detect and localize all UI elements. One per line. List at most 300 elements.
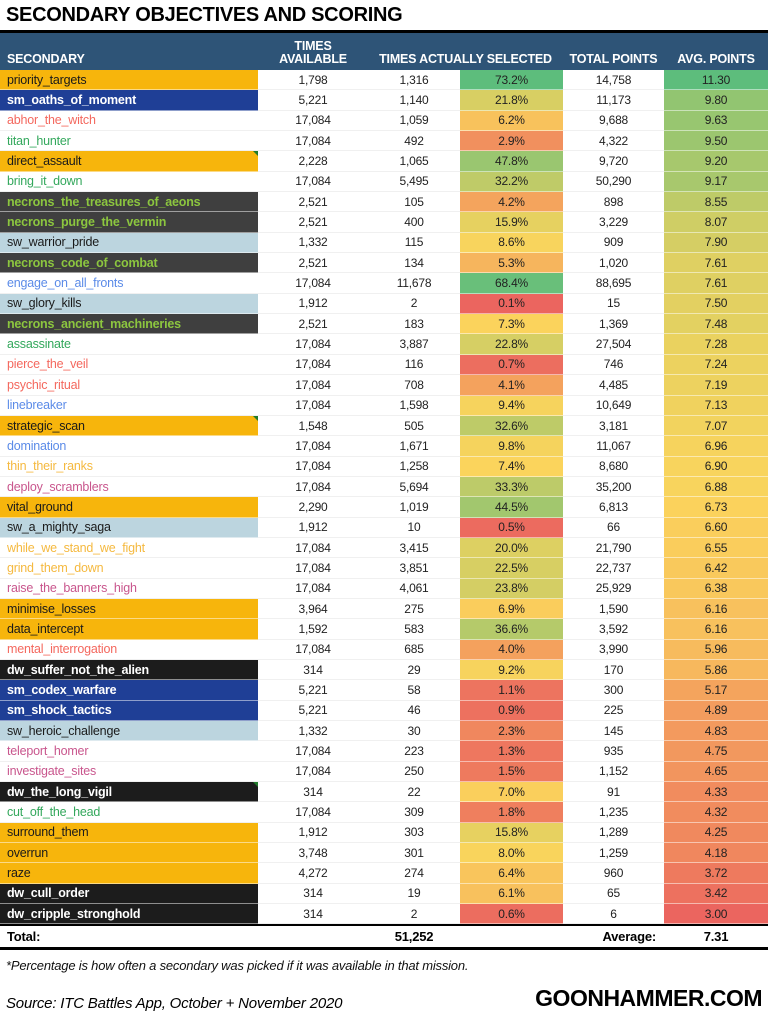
- total-points-cell: 1,369: [563, 314, 664, 334]
- table-row: [0, 477, 768, 497]
- times-available-cell: 17,084: [258, 111, 368, 131]
- pct-selected-cell: 1.5%: [460, 762, 563, 782]
- times-selected-cell: 2: [368, 904, 460, 924]
- avg-points-cell: 9.50: [664, 131, 768, 151]
- table-row: [0, 802, 768, 822]
- times-available-cell: 3,964: [258, 599, 368, 619]
- total-points-cell: 22,737: [563, 558, 664, 578]
- table-row: [0, 843, 768, 863]
- avg-points-cell: 6.73: [664, 497, 768, 517]
- pct-selected-cell: 15.9%: [460, 212, 563, 232]
- pct-selected-cell: 21.8%: [460, 90, 563, 110]
- times-selected-cell: 400: [368, 212, 460, 232]
- total-points-cell: 1,259: [563, 843, 664, 863]
- avg-points-cell: 8.55: [664, 192, 768, 212]
- secondary-name-cell: mental_interrogation: [0, 640, 258, 660]
- pct-selected-cell: 8.6%: [460, 233, 563, 253]
- times-available-cell: 17,084: [258, 762, 368, 782]
- times-available-cell: 3,748: [258, 843, 368, 863]
- pct-selected-cell: 0.1%: [460, 294, 563, 314]
- avg-points-cell: 4.75: [664, 741, 768, 761]
- secondary-name-cell: grind_them_down: [0, 558, 258, 578]
- secondary-name-cell: surround_them: [0, 823, 258, 843]
- footer: [6, 985, 762, 1012]
- total-points-cell: 50,290: [563, 172, 664, 192]
- times-selected-cell: 19: [368, 884, 460, 904]
- secondary-name-cell: teleport_homer: [0, 741, 258, 761]
- col-header-times-selected: TIMES ACTUALLY SELECTED: [379, 52, 552, 66]
- pct-selected-cell: 4.2%: [460, 192, 563, 212]
- pct-selected-cell: 0.6%: [460, 904, 563, 924]
- col-header-avg-points: AVG. POINTS: [677, 52, 755, 66]
- table-row: [0, 599, 768, 619]
- total-points-cell: 909: [563, 233, 664, 253]
- secondary-name-cell: while_we_stand_we_fight: [0, 538, 258, 558]
- avg-points-cell: 6.55: [664, 538, 768, 558]
- total-points-cell: 1,152: [563, 762, 664, 782]
- times-available-cell: 17,084: [258, 579, 368, 599]
- avg-points-cell: 9.63: [664, 111, 768, 131]
- table-row: [0, 253, 768, 273]
- pct-selected-cell: 33.3%: [460, 477, 563, 497]
- avg-points-cell: 4.83: [664, 721, 768, 741]
- table-row: [0, 680, 768, 700]
- secondaries-table: [0, 33, 768, 950]
- pct-selected-cell: 6.4%: [460, 863, 563, 883]
- total-points-cell: 3,990: [563, 640, 664, 660]
- avg-points-cell: 7.24: [664, 355, 768, 375]
- times-available-cell: 314: [258, 884, 368, 904]
- times-selected-cell: 3,851: [368, 558, 460, 578]
- totals-available-empty: [258, 926, 368, 947]
- table-header-row: [0, 33, 768, 70]
- times-available-cell: 4,272: [258, 863, 368, 883]
- avg-points-cell: 4.33: [664, 782, 768, 802]
- avg-points-cell: 7.90: [664, 233, 768, 253]
- times-available-cell: 17,084: [258, 375, 368, 395]
- secondary-name-cell: dw_the_long_vigil: [0, 782, 258, 802]
- avg-points-cell: 6.16: [664, 599, 768, 619]
- secondary-name-cell: necrons_the_treasures_of_aeons: [0, 192, 258, 212]
- times-available-cell: 1,912: [258, 518, 368, 538]
- table-row: [0, 233, 768, 253]
- total-points-cell: 960: [563, 863, 664, 883]
- total-points-cell: 88,695: [563, 273, 664, 293]
- table-row: [0, 518, 768, 538]
- times-available-cell: 1,912: [258, 823, 368, 843]
- secondary-name-cell: thin_their_ranks: [0, 457, 258, 477]
- table-row: [0, 863, 768, 883]
- avg-points-cell: 7.13: [664, 396, 768, 416]
- times-selected-cell: 583: [368, 619, 460, 639]
- times-selected-cell: 5,694: [368, 477, 460, 497]
- times-selected-cell: 274: [368, 863, 460, 883]
- pct-selected-cell: 0.7%: [460, 355, 563, 375]
- secondary-name-cell: bring_it_down: [0, 172, 258, 192]
- table-row: [0, 111, 768, 131]
- table-row: [0, 131, 768, 151]
- table-row: [0, 294, 768, 314]
- table-row: [0, 762, 768, 782]
- total-points-cell: 1,020: [563, 253, 664, 273]
- times-selected-cell: 1,316: [368, 70, 460, 90]
- total-points-cell: 11,173: [563, 90, 664, 110]
- table-row: [0, 579, 768, 599]
- times-selected-cell: 1,065: [368, 151, 460, 171]
- total-points-cell: 170: [563, 660, 664, 680]
- total-points-cell: 15: [563, 294, 664, 314]
- times-selected-cell: 105: [368, 192, 460, 212]
- pct-selected-cell: 22.8%: [460, 334, 563, 354]
- times-available-cell: 2,521: [258, 314, 368, 334]
- avg-points-cell: 7.50: [664, 294, 768, 314]
- percentage-footnote: *Percentage is how often a secondary was picked if it was available in that mission.: [6, 958, 469, 974]
- total-points-cell: 25,929: [563, 579, 664, 599]
- totals-average-label: Average:: [602, 929, 656, 945]
- times-available-cell: 1,592: [258, 619, 368, 639]
- table-row: [0, 701, 768, 721]
- times-selected-cell: 11,678: [368, 273, 460, 293]
- pct-selected-cell: 47.8%: [460, 151, 563, 171]
- pct-selected-cell: 32.6%: [460, 416, 563, 436]
- table-row: [0, 212, 768, 232]
- secondary-name-cell: necrons_ancient_machineries: [0, 314, 258, 334]
- pct-selected-cell: 1.3%: [460, 741, 563, 761]
- comment-marker-icon: [253, 782, 258, 787]
- times-available-cell: 1,912: [258, 294, 368, 314]
- avg-points-cell: 4.25: [664, 823, 768, 843]
- secondary-name-cell: overrun: [0, 843, 258, 863]
- table-row: [0, 741, 768, 761]
- times-selected-cell: 3,887: [368, 334, 460, 354]
- table-row: [0, 355, 768, 375]
- secondary-name-cell: minimise_losses: [0, 599, 258, 619]
- times-available-cell: 1,548: [258, 416, 368, 436]
- totals-selected-value: 51,252: [394, 929, 434, 945]
- pct-selected-cell: 22.5%: [460, 558, 563, 578]
- table-row: [0, 457, 768, 477]
- table-row: [0, 192, 768, 212]
- avg-points-cell: 7.07: [664, 416, 768, 436]
- avg-points-cell: 4.65: [664, 762, 768, 782]
- times-available-cell: 17,084: [258, 172, 368, 192]
- secondary-name-cell: data_intercept: [0, 619, 258, 639]
- times-selected-cell: 1,671: [368, 436, 460, 456]
- pct-selected-cell: 9.2%: [460, 660, 563, 680]
- total-points-cell: 35,200: [563, 477, 664, 497]
- pct-selected-cell: 0.9%: [460, 701, 563, 721]
- times-available-cell: 17,084: [258, 558, 368, 578]
- times-selected-cell: 1,258: [368, 457, 460, 477]
- col-header-times-available-line2: AVAILABLE: [279, 52, 347, 66]
- avg-points-cell: 6.38: [664, 579, 768, 599]
- total-points-cell: 6: [563, 904, 664, 924]
- avg-points-cell: 7.61: [664, 273, 768, 293]
- secondary-name-cell: dw_cull_order: [0, 884, 258, 904]
- table-row: [0, 396, 768, 416]
- total-points-cell: 1,590: [563, 599, 664, 619]
- avg-points-cell: 3.72: [664, 863, 768, 883]
- pct-selected-cell: 15.8%: [460, 823, 563, 843]
- col-header-times-available: [258, 40, 368, 66]
- times-selected-cell: 5,495: [368, 172, 460, 192]
- times-available-cell: 17,084: [258, 802, 368, 822]
- total-points-cell: 898: [563, 192, 664, 212]
- times-selected-cell: 250: [368, 762, 460, 782]
- times-selected-cell: 505: [368, 416, 460, 436]
- secondary-name-cell: investigate_sites: [0, 762, 258, 782]
- avg-points-cell: 8.07: [664, 212, 768, 232]
- total-points-cell: 3,229: [563, 212, 664, 232]
- times-selected-cell: 303: [368, 823, 460, 843]
- table-row: [0, 90, 768, 110]
- times-available-cell: 17,084: [258, 741, 368, 761]
- times-selected-cell: 3,415: [368, 538, 460, 558]
- table-row: [0, 884, 768, 904]
- times-available-cell: 2,521: [258, 253, 368, 273]
- avg-points-cell: 4.89: [664, 701, 768, 721]
- avg-points-cell: 5.96: [664, 640, 768, 660]
- total-points-cell: 145: [563, 721, 664, 741]
- times-available-cell: 314: [258, 782, 368, 802]
- col-header-times-available-line1: TIMES: [294, 39, 332, 53]
- pct-selected-cell: 1.8%: [460, 802, 563, 822]
- table-row: [0, 721, 768, 741]
- table-row: [0, 436, 768, 456]
- table-row: [0, 904, 768, 924]
- total-points-cell: 11,067: [563, 436, 664, 456]
- total-points-cell: 3,592: [563, 619, 664, 639]
- table-row: [0, 497, 768, 517]
- avg-points-cell: 11.30: [664, 70, 768, 90]
- table-row: [0, 619, 768, 639]
- secondary-name-cell: sw_warrior_pride: [0, 233, 258, 253]
- table-row: [0, 538, 768, 558]
- col-header-total-points: TOTAL POINTS: [569, 52, 658, 66]
- table-row: [0, 660, 768, 680]
- total-points-cell: 1,235: [563, 802, 664, 822]
- pct-selected-cell: 32.2%: [460, 172, 563, 192]
- times-available-cell: 1,798: [258, 70, 368, 90]
- times-selected-cell: 1,019: [368, 497, 460, 517]
- goonhammer-brand: GOONHAMMER.COM: [535, 985, 762, 1012]
- col-header-secondary: SECONDARY: [7, 52, 85, 66]
- avg-points-cell: 7.61: [664, 253, 768, 273]
- table-row: [0, 334, 768, 354]
- times-available-cell: 17,084: [258, 538, 368, 558]
- comment-marker-icon: [253, 151, 258, 156]
- total-points-cell: 14,758: [563, 70, 664, 90]
- avg-points-cell: 7.48: [664, 314, 768, 334]
- total-points-cell: 10,649: [563, 396, 664, 416]
- pct-selected-cell: 7.4%: [460, 457, 563, 477]
- secondary-name-cell: necrons_purge_the_vermin: [0, 212, 258, 232]
- pct-selected-cell: 6.9%: [460, 599, 563, 619]
- pct-selected-cell: 4.1%: [460, 375, 563, 395]
- times-available-cell: 2,521: [258, 212, 368, 232]
- times-selected-cell: 309: [368, 802, 460, 822]
- totals-label: Total:: [7, 929, 41, 945]
- page-title: SECONDARY OBJECTIVES AND SCORING: [6, 4, 403, 26]
- total-points-cell: 4,322: [563, 131, 664, 151]
- secondary-name-cell: sw_heroic_challenge: [0, 721, 258, 741]
- avg-points-cell: 6.16: [664, 619, 768, 639]
- table-body: [0, 70, 768, 924]
- total-points-cell: 300: [563, 680, 664, 700]
- pct-selected-cell: 20.0%: [460, 538, 563, 558]
- secondary-name-cell: necrons_code_of_combat: [0, 253, 258, 273]
- times-available-cell: 17,084: [258, 457, 368, 477]
- secondary-name-cell: sw_glory_kills: [0, 294, 258, 314]
- secondary-name-cell: dw_cripple_stronghold: [0, 904, 258, 924]
- secondary-name-cell: sm_codex_warfare: [0, 680, 258, 700]
- avg-points-cell: 9.17: [664, 172, 768, 192]
- avg-points-cell: 9.20: [664, 151, 768, 171]
- times-selected-cell: 10: [368, 518, 460, 538]
- times-selected-cell: 116: [368, 355, 460, 375]
- secondary-name-cell: cut_off_the_head: [0, 802, 258, 822]
- times-available-cell: 2,521: [258, 192, 368, 212]
- secondary-name-cell: sm_oaths_of_moment: [0, 90, 258, 110]
- secondary-name-cell: psychic_ritual: [0, 375, 258, 395]
- page: [0, 4, 768, 1012]
- times-available-cell: 17,084: [258, 640, 368, 660]
- total-points-cell: 9,720: [563, 151, 664, 171]
- secondary-name-cell: pierce_the_veil: [0, 355, 258, 375]
- pct-selected-cell: 7.3%: [460, 314, 563, 334]
- avg-points-cell: 7.19: [664, 375, 768, 395]
- pct-selected-cell: 6.2%: [460, 111, 563, 131]
- avg-points-cell: 3.42: [664, 884, 768, 904]
- times-selected-cell: 223: [368, 741, 460, 761]
- times-available-cell: 17,084: [258, 436, 368, 456]
- secondary-name-cell: domination: [0, 436, 258, 456]
- table-row: [0, 782, 768, 802]
- pct-selected-cell: 5.3%: [460, 253, 563, 273]
- times-selected-cell: 183: [368, 314, 460, 334]
- table-row: [0, 151, 768, 171]
- secondary-name-cell: vital_ground: [0, 497, 258, 517]
- pct-selected-cell: 6.1%: [460, 884, 563, 904]
- total-points-cell: 225: [563, 701, 664, 721]
- avg-points-cell: 5.86: [664, 660, 768, 680]
- times-selected-cell: 275: [368, 599, 460, 619]
- total-points-cell: 8,680: [563, 457, 664, 477]
- totals-average-value: 7.31: [703, 929, 729, 945]
- totals-pct-empty: [460, 926, 563, 947]
- table-row: [0, 70, 768, 90]
- avg-points-cell: 5.17: [664, 680, 768, 700]
- times-available-cell: 2,290: [258, 497, 368, 517]
- secondary-name-cell: priority_targets: [0, 70, 258, 90]
- secondary-name-cell: engage_on_all_fronts: [0, 273, 258, 293]
- secondary-name-cell: sm_shock_tactics: [0, 701, 258, 721]
- secondary-name-cell: abhor_the_witch: [0, 111, 258, 131]
- times-selected-cell: 1,140: [368, 90, 460, 110]
- total-points-cell: 4,485: [563, 375, 664, 395]
- table-row: [0, 172, 768, 192]
- times-selected-cell: 685: [368, 640, 460, 660]
- pct-selected-cell: 0.5%: [460, 518, 563, 538]
- times-selected-cell: 29: [368, 660, 460, 680]
- secondary-name-cell: titan_hunter: [0, 131, 258, 151]
- table-row: [0, 375, 768, 395]
- pct-selected-cell: 73.2%: [460, 70, 563, 90]
- times-selected-cell: 4,061: [368, 579, 460, 599]
- times-available-cell: 1,332: [258, 721, 368, 741]
- times-selected-cell: 30: [368, 721, 460, 741]
- table-row: [0, 416, 768, 436]
- total-points-cell: 746: [563, 355, 664, 375]
- secondary-name-cell: raise_the_banners_high: [0, 579, 258, 599]
- avg-points-cell: 9.80: [664, 90, 768, 110]
- avg-points-cell: 6.42: [664, 558, 768, 578]
- pct-selected-cell: 7.0%: [460, 782, 563, 802]
- times-selected-cell: 22: [368, 782, 460, 802]
- times-available-cell: 2,228: [258, 151, 368, 171]
- pct-selected-cell: 68.4%: [460, 273, 563, 293]
- times-selected-cell: 115: [368, 233, 460, 253]
- secondary-name-cell: direct_assault: [0, 151, 258, 171]
- times-available-cell: 17,084: [258, 273, 368, 293]
- times-available-cell: 17,084: [258, 131, 368, 151]
- pct-selected-cell: 23.8%: [460, 579, 563, 599]
- total-points-cell: 6,813: [563, 497, 664, 517]
- pct-selected-cell: 2.3%: [460, 721, 563, 741]
- pct-selected-cell: 8.0%: [460, 843, 563, 863]
- times-selected-cell: 301: [368, 843, 460, 863]
- times-selected-cell: 134: [368, 253, 460, 273]
- table-row: [0, 640, 768, 660]
- secondary-name-cell: raze: [0, 863, 258, 883]
- times-selected-cell: 492: [368, 131, 460, 151]
- table-row: [0, 273, 768, 293]
- total-points-cell: 3,181: [563, 416, 664, 436]
- total-points-cell: 91: [563, 782, 664, 802]
- secondary-name-cell: dw_suffer_not_the_alien: [0, 660, 258, 680]
- times-selected-cell: 1,059: [368, 111, 460, 131]
- secondary-name-cell: linebreaker: [0, 396, 258, 416]
- avg-points-cell: 6.88: [664, 477, 768, 497]
- table-row: [0, 314, 768, 334]
- table-row: [0, 823, 768, 843]
- source-credit: Source: ITC Battles App, October + November 2020: [6, 995, 343, 1012]
- times-selected-cell: 46: [368, 701, 460, 721]
- pct-selected-cell: 36.6%: [460, 619, 563, 639]
- times-available-cell: 5,221: [258, 701, 368, 721]
- avg-points-cell: 3.00: [664, 904, 768, 924]
- times-available-cell: 314: [258, 904, 368, 924]
- pct-selected-cell: 9.8%: [460, 436, 563, 456]
- total-points-cell: 9,688: [563, 111, 664, 131]
- secondary-name-cell: assassinate: [0, 334, 258, 354]
- pct-selected-cell: 44.5%: [460, 497, 563, 517]
- times-available-cell: 17,084: [258, 355, 368, 375]
- avg-points-cell: 7.28: [664, 334, 768, 354]
- pct-selected-cell: 9.4%: [460, 396, 563, 416]
- total-points-cell: 66: [563, 518, 664, 538]
- pct-selected-cell: 1.1%: [460, 680, 563, 700]
- secondary-name-cell: sw_a_mighty_saga: [0, 518, 258, 538]
- total-points-cell: 27,504: [563, 334, 664, 354]
- avg-points-cell: 4.18: [664, 843, 768, 863]
- total-points-cell: 21,790: [563, 538, 664, 558]
- times-selected-cell: 2: [368, 294, 460, 314]
- times-selected-cell: 1,598: [368, 396, 460, 416]
- times-available-cell: 5,221: [258, 680, 368, 700]
- comment-marker-icon: [253, 416, 258, 421]
- pct-selected-cell: 4.0%: [460, 640, 563, 660]
